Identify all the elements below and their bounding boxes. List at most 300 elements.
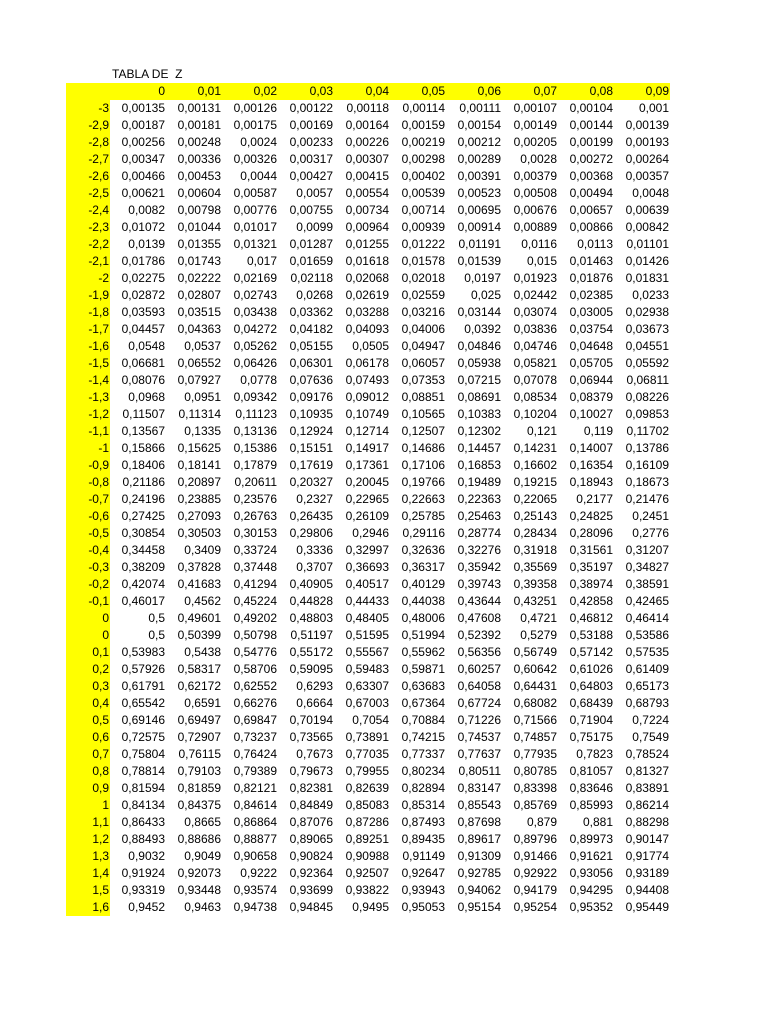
table-row (66, 508, 670, 525)
probability-cell: 0,18406 (121, 458, 165, 472)
probability-cell: 0,01618 (345, 254, 389, 268)
probability-cell: 0,00289 (457, 152, 501, 166)
probability-cell: 0,01578 (401, 254, 445, 268)
table-row (66, 185, 670, 202)
probability-cell: 0,37828 (177, 560, 221, 574)
probability-cell: 0,01355 (177, 237, 221, 251)
probability-cell: 0,74857 (513, 730, 557, 744)
probability-cell: 0,24196 (121, 492, 165, 506)
probability-cell: 0,34827 (625, 560, 669, 574)
probability-cell: 0,10204 (513, 407, 557, 421)
probability-cell: 0,58317 (177, 662, 221, 676)
table-row (66, 865, 670, 882)
probability-cell: 0,00554 (345, 186, 389, 200)
probability-cell: 0,00181 (177, 118, 221, 132)
column-header: 0,09 (614, 83, 670, 100)
probability-cell: 0,27425 (121, 509, 165, 523)
table-row (66, 712, 670, 729)
probability-cell: 0,12924 (289, 424, 333, 438)
probability-cell: 0,35942 (457, 560, 501, 574)
z-value-cell: -0,7 (66, 491, 110, 508)
probability-cell: 0,30854 (121, 526, 165, 540)
probability-cell: 0,03673 (625, 322, 669, 336)
probability-cell: 0,61791 (121, 679, 165, 693)
probability-cell: 0,0116 (521, 237, 557, 251)
probability-cell: 0,00889 (513, 220, 557, 234)
probability-cell: 0,51197 (290, 628, 333, 642)
probability-cell: 0,34458 (121, 543, 165, 557)
probability-cell: 0,91774 (625, 849, 669, 863)
z-value-cell: 0,1 (66, 644, 110, 661)
probability-cell: 0,3409 (184, 543, 221, 557)
probability-cell: 0,57535 (625, 645, 669, 659)
z-value-cell: 0,3 (66, 678, 110, 695)
probability-cell: 0,59095 (289, 662, 333, 676)
probability-cell: 0,07215 (457, 373, 501, 387)
probability-cell: 0,0044 (240, 169, 277, 183)
probability-cell: 0,50798 (233, 628, 277, 642)
probability-cell: 0,25143 (513, 509, 557, 523)
probability-cell: 0,9495 (352, 900, 389, 914)
probability-cell: 0,56356 (457, 645, 501, 659)
probability-cell: 0,90824 (289, 849, 333, 863)
probability-cell: 0,5 (148, 628, 165, 642)
z-value-cell: -0,6 (66, 508, 110, 525)
table-row (66, 338, 670, 355)
z-value-cell: -2,8 (66, 134, 110, 151)
probability-cell: 0,05705 (569, 356, 613, 370)
probability-cell: 0,00842 (625, 220, 669, 234)
column-header: 0,05 (390, 83, 446, 100)
table-row (66, 899, 670, 916)
probability-cell: 0,90988 (345, 849, 389, 863)
probability-cell: 0,0099 (296, 220, 333, 234)
probability-cell: 0,00676 (513, 203, 557, 217)
probability-cell: 0,0548 (128, 339, 165, 353)
probability-cell: 0,88493 (121, 832, 165, 846)
probability-cell: 0,00193 (625, 135, 669, 149)
probability-cell: 0,11123 (235, 407, 277, 421)
probability-cell: 0,00391 (457, 169, 501, 183)
probability-cell: 0,28774 (457, 526, 501, 540)
probability-cell: 0,00256 (121, 135, 165, 149)
probability-cell: 0,31207 (625, 543, 669, 557)
z-value-cell: -1,5 (66, 355, 110, 372)
probability-cell: 0,14917 (345, 441, 389, 455)
z-value-cell: -1,1 (66, 423, 110, 440)
z-value-cell: 1 (66, 797, 110, 814)
z-value-cell: 1,5 (66, 882, 110, 899)
probability-cell: 0,14686 (401, 441, 445, 455)
probability-cell: 0,51994 (401, 628, 445, 642)
probability-cell: 0,37448 (233, 560, 277, 574)
probability-cell: 0,65173 (625, 679, 669, 693)
probability-cell: 0,00118 (346, 101, 389, 115)
probability-cell: 0,85543 (457, 798, 501, 812)
probability-cell: 0,95154 (457, 900, 501, 914)
probability-cell: 0,70884 (401, 713, 445, 727)
probability-cell: 0,00248 (177, 135, 221, 149)
probability-cell: 0,09012 (345, 390, 389, 404)
probability-cell: 0,20327 (289, 475, 333, 489)
probability-cell: 0,881 (582, 815, 613, 829)
probability-cell: 0,00415 (345, 169, 389, 183)
z-value-cell: -2,2 (66, 236, 110, 253)
probability-cell: 0,92647 (401, 866, 445, 880)
z-table (66, 83, 670, 916)
probability-cell: 0,00159 (401, 118, 445, 132)
table-row (66, 168, 670, 185)
z-value-cell: 1,6 (66, 899, 110, 916)
probability-cell: 0,01017 (233, 220, 277, 234)
probability-cell: 0,64058 (457, 679, 501, 693)
probability-cell: 0,00587 (233, 186, 277, 200)
probability-cell: 0,17106 (401, 458, 445, 472)
probability-cell: 0,00466 (121, 169, 165, 183)
probability-cell: 0,05262 (233, 339, 277, 353)
probability-cell: 0,00523 (457, 186, 501, 200)
probability-cell: 0,02385 (569, 288, 613, 302)
probability-cell: 0,86433 (121, 815, 165, 829)
table-row (66, 287, 670, 304)
probability-cell: 0,22065 (513, 492, 557, 506)
z-value-cell: -1,7 (66, 321, 110, 338)
probability-cell: 0,07078 (513, 373, 557, 387)
z-value-cell: -1,4 (66, 372, 110, 389)
probability-cell: 0,79955 (345, 764, 389, 778)
probability-cell: 0,01786 (121, 254, 165, 268)
column-header: 0,07 (502, 83, 558, 100)
probability-cell: 0,43644 (457, 594, 501, 608)
probability-cell: 0,0951 (184, 390, 221, 404)
table-body (66, 100, 670, 916)
table-row (66, 117, 670, 134)
probability-cell: 0,79673 (289, 764, 333, 778)
probability-cell: 0,0113 (577, 237, 613, 251)
probability-cell: 0,88298 (625, 815, 669, 829)
table-row (66, 882, 670, 899)
probability-cell: 0,14231 (513, 441, 557, 455)
table-row (66, 457, 670, 474)
probability-cell: 0,83398 (513, 781, 557, 795)
probability-cell: 0,00131 (177, 101, 221, 115)
probability-cell: 0,0082 (128, 203, 165, 217)
z-value-cell: -2,1 (66, 253, 110, 270)
probability-cell: 0,01287 (289, 237, 333, 251)
probability-cell: 0,04182 (289, 322, 333, 336)
probability-cell: 0,93574 (233, 883, 277, 897)
probability-cell: 0,80511 (458, 764, 501, 778)
probability-cell: 0,03754 (569, 322, 613, 336)
table-row (66, 627, 670, 644)
probability-cell: 0,00914 (457, 220, 501, 234)
table-row (66, 406, 670, 423)
probability-cell: 0,0392 (464, 322, 501, 336)
probability-cell: 0,02872 (121, 288, 165, 302)
probability-cell: 0,03438 (233, 305, 277, 319)
column-header: 0 (110, 83, 166, 100)
probability-cell: 0,85314 (401, 798, 445, 812)
probability-cell: 0,45224 (233, 594, 277, 608)
z-value-cell: -0,9 (66, 457, 110, 474)
probability-cell: 0,42465 (625, 594, 669, 608)
probability-cell: 0,80234 (401, 764, 445, 778)
probability-cell: 0,01831 (625, 271, 669, 285)
probability-cell: 0,31561 (569, 543, 613, 557)
probability-cell: 0,52392 (457, 628, 501, 642)
probability-cell: 0,89617 (457, 832, 501, 846)
probability-cell: 0,22663 (401, 492, 445, 506)
probability-cell: 0,51595 (345, 628, 389, 642)
probability-cell: 0,02619 (345, 288, 389, 302)
probability-cell: 0,66276 (233, 696, 277, 710)
table-row (66, 729, 670, 746)
probability-cell: 0,88877 (233, 832, 277, 846)
probability-cell: 0,02018 (401, 271, 445, 285)
probability-cell: 0,00402 (401, 169, 445, 183)
probability-cell: 0,9222 (240, 866, 277, 880)
probability-cell: 0,26109 (345, 509, 389, 523)
probability-cell: 0,19489 (457, 475, 501, 489)
probability-cell: 0,00199 (569, 135, 613, 149)
probability-cell: 0,75804 (121, 747, 165, 761)
probability-cell: 0,20897 (177, 475, 221, 489)
probability-cell: 0,68082 (513, 696, 557, 710)
probability-cell: 0,95352 (569, 900, 613, 914)
probability-cell: 0,89435 (401, 832, 445, 846)
probability-cell: 0,38209 (121, 560, 165, 574)
probability-cell: 0,06681 (121, 356, 165, 370)
probability-cell: 0,94845 (289, 900, 333, 914)
z-value-cell: -0,4 (66, 542, 110, 559)
probability-cell: 0,00144 (569, 118, 613, 132)
probability-cell: 0,01923 (513, 271, 557, 285)
probability-cell: 0,00427 (289, 169, 333, 183)
probability-cell: 0,01072 (121, 220, 165, 234)
probability-cell: 0,91621 (569, 849, 613, 863)
probability-cell: 0,14007 (569, 441, 613, 455)
probability-cell: 0,63307 (345, 679, 389, 693)
probability-cell: 0,82639 (345, 781, 389, 795)
probability-cell: 0,00336 (177, 152, 221, 166)
probability-cell: 0,92507 (345, 866, 389, 880)
probability-cell: 0,12714 (345, 424, 389, 438)
probability-cell: 0,0233 (632, 288, 669, 302)
probability-cell: 0,01463 (569, 254, 613, 268)
probability-cell: 0,01222 (401, 237, 445, 251)
probability-cell: 0,18943 (569, 475, 613, 489)
probability-cell: 0,91466 (513, 849, 557, 863)
probability-cell: 0,64431 (513, 679, 557, 693)
probability-cell: 0,32636 (401, 543, 445, 557)
table-row (66, 202, 670, 219)
probability-cell: 0,00695 (457, 203, 501, 217)
probability-cell: 0,00226 (345, 135, 389, 149)
z-value-cell: 1,4 (66, 865, 110, 882)
probability-cell: 0,82121 (233, 781, 277, 795)
z-value-cell: -2,7 (66, 151, 110, 168)
probability-cell: 0,94408 (625, 883, 669, 897)
probability-cell: 0,75175 (569, 730, 613, 744)
probability-cell: 0,7054 (352, 713, 389, 727)
probability-cell: 0,7549 (632, 730, 669, 744)
probability-cell: 0,00357 (625, 169, 669, 183)
probability-cell: 0,57142 (569, 645, 613, 659)
probability-cell: 0,06811 (626, 373, 669, 387)
probability-cell: 0,90147 (625, 832, 669, 846)
z-value-cell: -0,2 (66, 576, 110, 593)
z-value-cell: -0,5 (66, 525, 110, 542)
probability-cell: 0,09176 (289, 390, 333, 404)
probability-cell: 0,41294 (233, 577, 277, 591)
probability-cell: 0,00866 (569, 220, 613, 234)
probability-cell: 0,01255 (345, 237, 389, 251)
probability-cell: 0,26435 (289, 509, 333, 523)
probability-cell: 0,94738 (233, 900, 277, 914)
probability-cell: 0,06057 (401, 356, 445, 370)
probability-cell: 0,79389 (233, 764, 277, 778)
probability-cell: 0,2451 (632, 509, 669, 523)
probability-cell: 0,59483 (345, 662, 389, 676)
table-row (66, 678, 670, 695)
probability-cell: 0,40129 (401, 577, 445, 591)
table-row (66, 491, 670, 508)
probability-cell: 0,09853 (625, 407, 669, 421)
probability-cell: 0,00107 (513, 101, 557, 115)
probability-cell: 0,12302 (457, 424, 501, 438)
probability-cell: 0,06944 (569, 373, 613, 387)
table-row (66, 474, 670, 491)
probability-cell: 0,33724 (233, 543, 277, 557)
probability-cell: 0,87286 (345, 815, 389, 829)
probability-cell: 0,92364 (289, 866, 333, 880)
probability-cell: 0,94062 (457, 883, 501, 897)
probability-cell: 0,0537 (184, 339, 221, 353)
probability-cell: 0,5 (148, 611, 165, 625)
probability-cell: 0,92785 (457, 866, 501, 880)
probability-cell: 0,84849 (289, 798, 333, 812)
probability-cell: 0,00639 (625, 203, 669, 217)
probability-cell: 0,00494 (569, 186, 613, 200)
probability-cell: 0,00122 (289, 101, 333, 115)
probability-cell: 0,17361 (345, 458, 389, 472)
probability-cell: 0,00368 (569, 169, 613, 183)
probability-cell: 0,40517 (345, 577, 389, 591)
probability-cell: 0,18673 (625, 475, 669, 489)
probability-cell: 0,6293 (296, 679, 333, 693)
probability-cell: 0,16109 (625, 458, 669, 472)
probability-cell: 0,72907 (177, 730, 221, 744)
probability-cell: 0,67364 (401, 696, 445, 710)
probability-cell: 0,01191 (458, 237, 501, 251)
z-value-cell: 0,8 (66, 763, 110, 780)
probability-cell: 0,71226 (457, 713, 501, 727)
probability-cell: 0,17879 (233, 458, 277, 472)
probability-cell: 0,02938 (625, 305, 669, 319)
z-value-cell: -0,3 (66, 559, 110, 576)
probability-cell: 0,0024 (240, 135, 277, 149)
probability-cell: 0,61409 (625, 662, 669, 676)
probability-cell: 0,00379 (513, 169, 557, 183)
probability-cell: 0,78524 (625, 747, 669, 761)
probability-cell: 0,02275 (121, 271, 165, 285)
z-value-cell: 1,1 (66, 814, 110, 831)
probability-cell: 0,0268 (296, 288, 333, 302)
column-header: 0,02 (222, 83, 278, 100)
probability-cell: 0,86864 (233, 815, 277, 829)
probability-cell: 0,7823 (576, 747, 613, 761)
probability-cell: 0,07636 (289, 373, 333, 387)
probability-cell: 0,81859 (177, 781, 221, 795)
probability-cell: 0,02807 (177, 288, 221, 302)
probability-cell: 0,81057 (569, 764, 613, 778)
probability-cell: 0,00508 (513, 186, 557, 200)
probability-cell: 0,55172 (289, 645, 333, 659)
probability-cell: 0,04746 (513, 339, 557, 353)
probability-cell: 0,28096 (569, 526, 613, 540)
probability-cell: 0,06426 (233, 356, 277, 370)
probability-cell: 0,5438 (184, 645, 221, 659)
probability-cell: 0,36693 (345, 560, 389, 574)
probability-cell: 0,8665 (184, 815, 221, 829)
probability-cell: 0,00149 (513, 118, 557, 132)
probability-cell: 0,00169 (289, 118, 333, 132)
probability-cell: 0,93699 (289, 883, 333, 897)
probability-cell: 0,63683 (401, 679, 445, 693)
probability-cell: 0,29806 (289, 526, 333, 540)
probability-cell: 0,01876 (569, 271, 613, 285)
probability-cell: 0,00175 (233, 118, 277, 132)
probability-cell: 0,05592 (625, 356, 669, 370)
probability-cell: 0,95053 (401, 900, 445, 914)
z-value-cell: -2,6 (66, 168, 110, 185)
probability-cell: 0,19215 (513, 475, 557, 489)
z-value-cell: 0,2 (66, 661, 110, 678)
probability-cell: 0,00164 (345, 118, 389, 132)
z-value-cell: -2,5 (66, 185, 110, 202)
probability-cell: 0,85769 (513, 798, 557, 812)
table-row (66, 440, 670, 457)
probability-cell: 0,90658 (233, 849, 277, 863)
probability-cell: 0,00307 (345, 152, 389, 166)
probability-cell: 0,0139 (128, 237, 165, 251)
probability-cell: 0,00219 (401, 135, 445, 149)
probability-cell: 0,84614 (233, 798, 277, 812)
probability-cell: 0,15151 (289, 441, 333, 455)
probability-cell: 0,16602 (513, 458, 557, 472)
probability-cell: 0,04457 (121, 322, 165, 336)
z-value-cell: -2,3 (66, 219, 110, 236)
probability-cell: 0,89251 (345, 832, 389, 846)
table-row (66, 542, 670, 559)
probability-cell: 0,72575 (121, 730, 165, 744)
table-row (66, 389, 670, 406)
probability-cell: 0,21476 (625, 492, 669, 506)
probability-cell: 0,00755 (289, 203, 333, 217)
probability-cell: 0,01539 (457, 254, 501, 268)
probability-cell: 0,16853 (457, 458, 501, 472)
probability-cell: 0,01743 (177, 254, 221, 268)
probability-cell: 0,57926 (121, 662, 165, 676)
probability-cell: 0,08379 (569, 390, 613, 404)
probability-cell: 0,2327 (296, 492, 333, 506)
probability-cell: 0,00326 (233, 152, 277, 166)
probability-cell: 0,91149 (402, 849, 445, 863)
probability-cell: 0,77637 (457, 747, 501, 761)
probability-cell: 0,00111 (459, 101, 501, 115)
table-row (66, 576, 670, 593)
probability-cell: 0,1335 (184, 424, 221, 438)
